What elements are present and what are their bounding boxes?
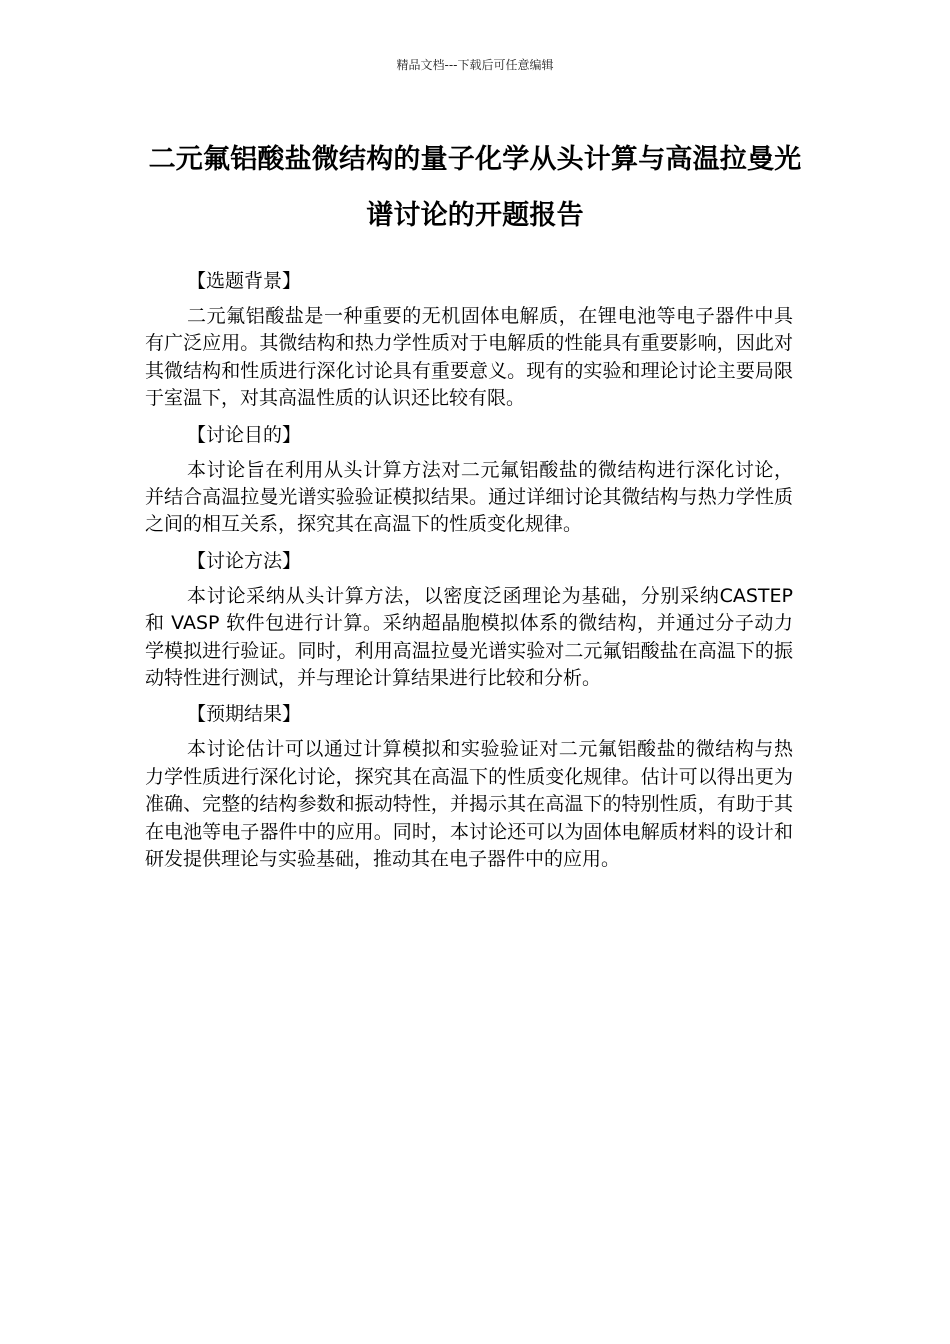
document-body bbox=[145, 266, 793, 881]
document-title: 二元氟铝酸盐微结构的量子化学从头计算与高温拉曼光谱讨论的开题报告 bbox=[148, 144, 802, 231]
section-paragraph: 二元氟铝酸盐是一种重要的无机固体电解质，在锂电池等电子器件中具有广泛应用。其微结构和热力学性质对于电解质的性能具有重要影响，因此对其微结构和性质进行深化讨论具有重要意义。现有的实验和理论讨论主要局限于室温下，对其高温性质的认识还比较有限。 bbox=[145, 305, 793, 410]
section-paragraph: 本讨论旨在利用从头计算方法对二元氟铝酸盐的微结构进行深化讨论，并结合高温拉曼光谱实验验证模拟结果。通过详细讨论其微结构与热力学性质之间的相互关系，探究其在高温下的性质变化规律。 bbox=[145, 458, 793, 536]
section-heading: 【讨论方法】 bbox=[187, 549, 302, 572]
section-purpose bbox=[145, 420, 793, 539]
section-paragraph: 本讨论采纳从头计算方法，以密度泛函理论为基础，分别采纳CASTEP 和 VASP 软件包进行计算。采纳超晶胞模拟体系的微结构，并通过分子动力学模拟进行验证。同时，利用高温拉曼光谱实验对二元氟铝酸盐在高温下的振动特性进行测试，并与理论计算结果进行比较和分析。 bbox=[145, 584, 793, 690]
section-background bbox=[145, 266, 793, 413]
section-heading: 【选题背景】 bbox=[187, 270, 302, 292]
section-heading: 【预期结果】 bbox=[187, 703, 302, 726]
section-paragraph: 本讨论估计可以通过计算模拟和实验验证对二元氟铝酸盐的微结构与热力学性质进行深化讨论，探究其在高温下的性质变化规律。估计可以得出更为准确、完整的结构参数和振动特性，并揭示其在高温下的特别性质，有助于其在电池等电子器件中的应用。同时，本讨论还可以为固体电解质材料的设计和研发提供理论与实验基础，推动其在电子器件中的应用。 bbox=[145, 738, 793, 871]
page-header-note: 精品文档---下载后可任意编辑 bbox=[396, 58, 554, 72]
section-expected-results bbox=[145, 699, 793, 873]
section-heading: 【讨论目的】 bbox=[187, 423, 302, 446]
section-method bbox=[145, 546, 793, 693]
